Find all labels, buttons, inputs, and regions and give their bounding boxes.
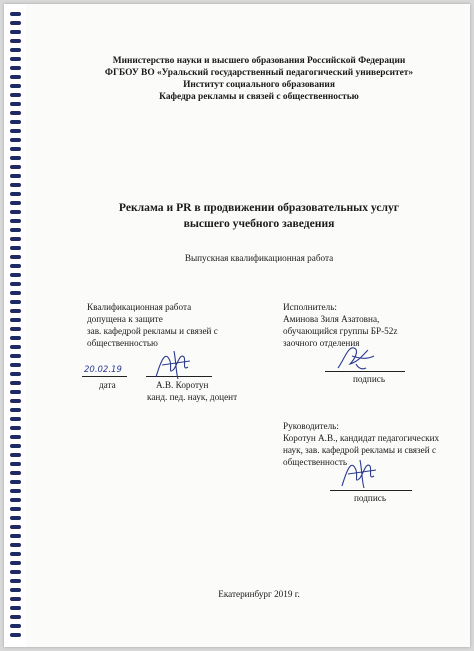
binding-ring [10,129,21,133]
binding-ring [10,183,21,187]
executor-signature-label: подпись [353,374,386,384]
supervisor-signature-mark [338,454,382,490]
supervisor-label: Руководитель: [283,421,339,431]
document-page [4,4,470,647]
department-line: Кафедра рекламы и связей с общественностью [159,92,359,102]
supervisor-signature-underline [330,490,412,491]
head-name: А.В. Коротун [156,380,209,390]
binding-ring [10,147,21,151]
binding-ring [10,57,21,61]
binding-ring [10,516,21,520]
binding-ring [10,606,21,610]
binding-ring [10,75,21,79]
binding-ring [10,579,21,583]
executor-name: Аминова Зиля Азатовна, [283,314,380,324]
institute-line: Институт социального образования [183,80,335,90]
binding-ring [10,120,21,124]
binding-ring [10,48,21,52]
binding-ring [10,228,21,232]
binding-ring [10,453,21,457]
ministry-line: Министерство науки и высшего образования Российской Федерации [112,56,406,66]
supervisor-line3: общественность [283,457,348,467]
handwritten-date: 20.02.19 [84,365,122,375]
binding-ring [10,93,21,97]
binding-ring [10,561,21,565]
binding-ring [10,615,21,619]
binding-ring [10,327,21,331]
work-type: Выпускная квалификационная работа [184,253,334,263]
binding-ring [10,426,21,430]
binding-ring [10,381,21,385]
binding-ring [10,291,21,295]
binding-ring [10,156,21,160]
binding-ring [10,66,21,70]
binding-ring [10,174,21,178]
binding-ring [10,318,21,322]
binding-ring [10,309,21,313]
binding-ring [10,624,21,628]
executor-group: обучающийся группы БР-52z [283,326,398,336]
binding-ring [10,273,21,277]
binding-ring [10,390,21,394]
admission-line1: Квалификационная работа [87,302,192,312]
binding-ring [10,21,21,25]
binding-ring [10,201,21,205]
admission-line4: общественностью [87,338,158,348]
binding-ring [10,300,21,304]
head-degree: канд. пед. наук, доцент [147,392,238,402]
binding-ring [10,264,21,268]
binding-ring [10,30,21,34]
binding-ring [10,165,21,169]
executor-signature-underline [325,371,405,372]
binding-ring [10,84,21,88]
binding-ring [10,345,21,349]
binding-ring [10,237,21,241]
binding-ring [10,570,21,574]
binding-ring [10,633,21,637]
head-signature-mark [152,347,196,381]
executor-department: заочного отделения [283,338,360,348]
city-year: Екатеринбург 2019 г. [218,589,300,599]
thesis-title-line2: высшего учебного заведения [183,217,335,230]
binding-ring [10,111,21,115]
binding-ring [10,408,21,412]
binding-ring [10,471,21,475]
binding-ring [10,480,21,484]
binding-ring [10,336,21,340]
binding-ring [10,12,21,16]
binding-ring [10,246,21,250]
binding-ring [10,597,21,601]
admission-line3: зав. кафедрой рекламы и связей с [87,326,218,336]
binding-ring [10,444,21,448]
executor-signature-mark [332,340,378,374]
binding-ring [10,210,21,214]
binding-ring [10,417,21,421]
binding-ring [10,363,21,367]
admission-line2: допущена к защите [87,314,163,324]
binding-ring [10,534,21,538]
supervisor-line2: наук, зав. кафедрой рекламы и связей с [283,445,437,455]
binding-ring [10,435,21,439]
binding-ring [10,498,21,502]
binding-ring [10,489,21,493]
binding-ring [10,525,21,529]
binding-ring [10,399,21,403]
binding-ring [10,507,21,511]
binding-ring [10,39,21,43]
binding-ring [10,372,21,376]
binding-ring [10,192,21,196]
binding-ring [10,282,21,286]
supervisor-signature-label: подпись [354,493,387,503]
binding-ring [10,255,21,259]
spiral-binding [4,4,26,647]
binding-ring [10,102,21,106]
binding-ring [10,462,21,466]
university-line: ФГБОУ ВО «Уральский государственный педагогический университет» [104,68,414,78]
binding-ring [10,138,21,142]
thesis-title-line1: Реклама и PR в продвижении образовательных услуг [118,201,400,214]
executor-label: Исполнитель: [283,302,337,312]
binding-ring [10,354,21,358]
binding-ring [10,543,21,547]
binding-ring [10,552,21,556]
date-underline [82,376,127,377]
supervisor-line1: Коротун А.В., кандидат педагогических [283,433,440,443]
date-label: дата [99,380,116,390]
binding-ring [10,219,21,223]
binding-ring [10,588,21,592]
